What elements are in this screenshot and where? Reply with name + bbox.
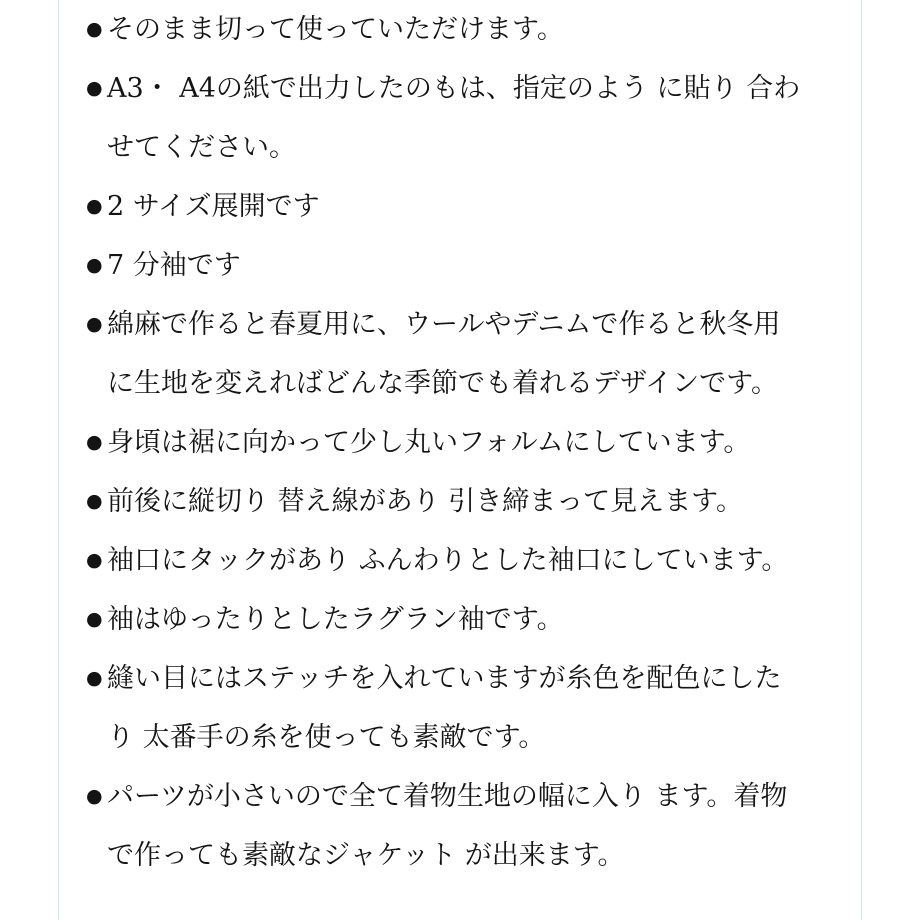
list-item-text: 縫い目にはステッチを入れていますが糸色を配色にした り 太番手の糸を使っても素敵です。 bbox=[107, 663, 782, 753]
bullet-icon: ● bbox=[86, 18, 103, 40]
list-item-text: 7 分袖です bbox=[107, 250, 241, 281]
list-item bbox=[86, 649, 846, 767]
list-item bbox=[86, 531, 846, 590]
list-item-text: 2 サイズ展開です bbox=[107, 191, 320, 222]
list-item bbox=[86, 413, 846, 472]
list-item-text: 前後に縦切り 替え線があり 引き締まって見えます。 bbox=[107, 486, 744, 517]
list-item-text: 綿麻で作ると春夏用に、ウールやデニムで作ると秋冬用 に生地を変えればどんな季節でも着れるデザインです。 bbox=[107, 309, 781, 399]
list-item-text: 袖口にタックがあり ふんわりとした袖口にしています。 bbox=[107, 545, 789, 576]
list-item-text: A3・ A4の紙で出力したのもは、指定のよう に貼り 合わ せてください。 bbox=[107, 73, 801, 163]
list-item bbox=[86, 236, 846, 295]
bullet-icon: ● bbox=[86, 195, 103, 217]
bullet-icon: ● bbox=[86, 254, 103, 276]
list-item bbox=[86, 0, 846, 59]
list-item bbox=[86, 590, 846, 649]
list-item-text: 袖はゆったりとしたラグラン袖です。 bbox=[107, 604, 564, 635]
bullet-icon: ● bbox=[86, 313, 103, 335]
bullet-icon: ● bbox=[86, 431, 103, 453]
list-item-text: 身頃は裾に向かって少し丸いフォルムにしています。 bbox=[107, 427, 751, 458]
bullet-icon: ● bbox=[86, 77, 103, 99]
bullet-icon: ● bbox=[86, 490, 103, 512]
list-item bbox=[86, 295, 846, 413]
list-item bbox=[86, 472, 846, 531]
list-item bbox=[86, 767, 846, 885]
feature-list bbox=[86, 0, 846, 885]
bullet-icon: ● bbox=[86, 608, 103, 630]
list-item-text: そのまま切って使っていただけます。 bbox=[107, 14, 564, 45]
bullet-icon: ● bbox=[86, 667, 103, 689]
list-item bbox=[86, 177, 846, 236]
list-item-text: パーツが小さいので全て着物生地の幅に入り ます。着物 で作っても素敵なジャケット が出来ます。 bbox=[107, 781, 788, 871]
bullet-icon: ● bbox=[86, 785, 103, 807]
list-item bbox=[86, 59, 846, 177]
bullet-icon: ● bbox=[86, 549, 103, 571]
